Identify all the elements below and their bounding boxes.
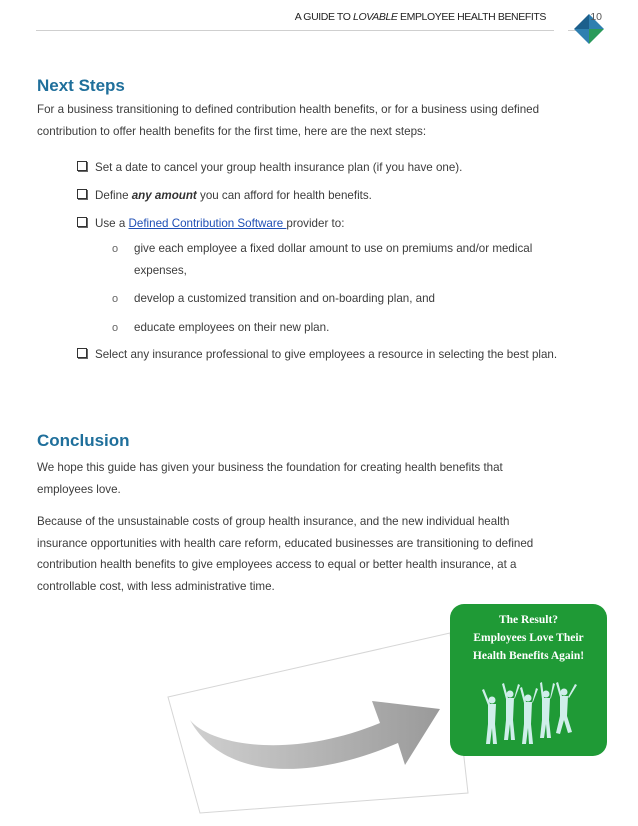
sub-item-educate: educate employees on their new plan. xyxy=(134,321,330,334)
header-rule-gap xyxy=(554,29,568,32)
sub-bullet: o xyxy=(112,322,119,334)
step-item-define: Define any amount you can afford for health benefits. xyxy=(77,186,607,206)
checkbox-icon xyxy=(77,189,87,199)
callout-line-1: The Result? xyxy=(498,614,559,626)
conclusion-paragraph-2: Because of the unsustainable costs of group health insurance, and the new individual health insurance opportunities with health care reform, educated businesses are transitioning to defined contribution health benefits to give employees access to equal or better health insurance, at a controllable cost, with less administrative time. xyxy=(37,515,534,593)
sub-item-fixed-amount: give each employee a fixed dollar amount to use on premiums and/or medical expenses, xyxy=(134,242,533,277)
next-steps-heading: Next Steps xyxy=(37,76,125,95)
next-steps-intro: For a business transitioning to defined contribution health benefits, or for a business using defined contribution to offer health benefits for the first time, here are the next steps: xyxy=(37,103,540,138)
curved-arrow-icon xyxy=(150,625,470,815)
checkbox-icon xyxy=(77,217,87,227)
sub-bullet: o xyxy=(112,243,119,255)
conclusion-paragraph-1: We hope this guide has given your business the foundation for creating health benefits that employees love. xyxy=(37,461,503,496)
page-number: 10 xyxy=(590,11,602,23)
sub-bullet: o xyxy=(112,293,119,305)
checkbox-icon xyxy=(77,348,87,358)
conclusion-heading: Conclusion xyxy=(37,431,130,450)
header-rule xyxy=(36,30,602,31)
result-callout xyxy=(450,604,607,756)
callout-line-3: Health Benefits Again! xyxy=(472,650,585,662)
sub-item-transition: develop a customized transition and on-boarding plan, and xyxy=(134,292,435,305)
callout-line-2: Employees Love Their xyxy=(473,632,584,644)
checkbox-icon xyxy=(77,161,87,171)
defined-contribution-software-link[interactable]: Defined Contribution Software xyxy=(128,217,287,230)
step-item-insurance-professional: Select any insurance professional to give employees a resource in selecting the best plan. xyxy=(77,345,607,365)
step-item-cancel: Set a date to cancel your group health insurance plan (if you have one). xyxy=(77,158,607,178)
step-item-software: Use a Defined Contribution Software provider to: xyxy=(77,214,607,234)
page-header xyxy=(0,0,638,46)
header-title: A GUIDE TO LOVABLE EMPLOYEE HEALTH BENEFITS xyxy=(294,11,546,23)
jumping-people-icon xyxy=(480,680,580,750)
